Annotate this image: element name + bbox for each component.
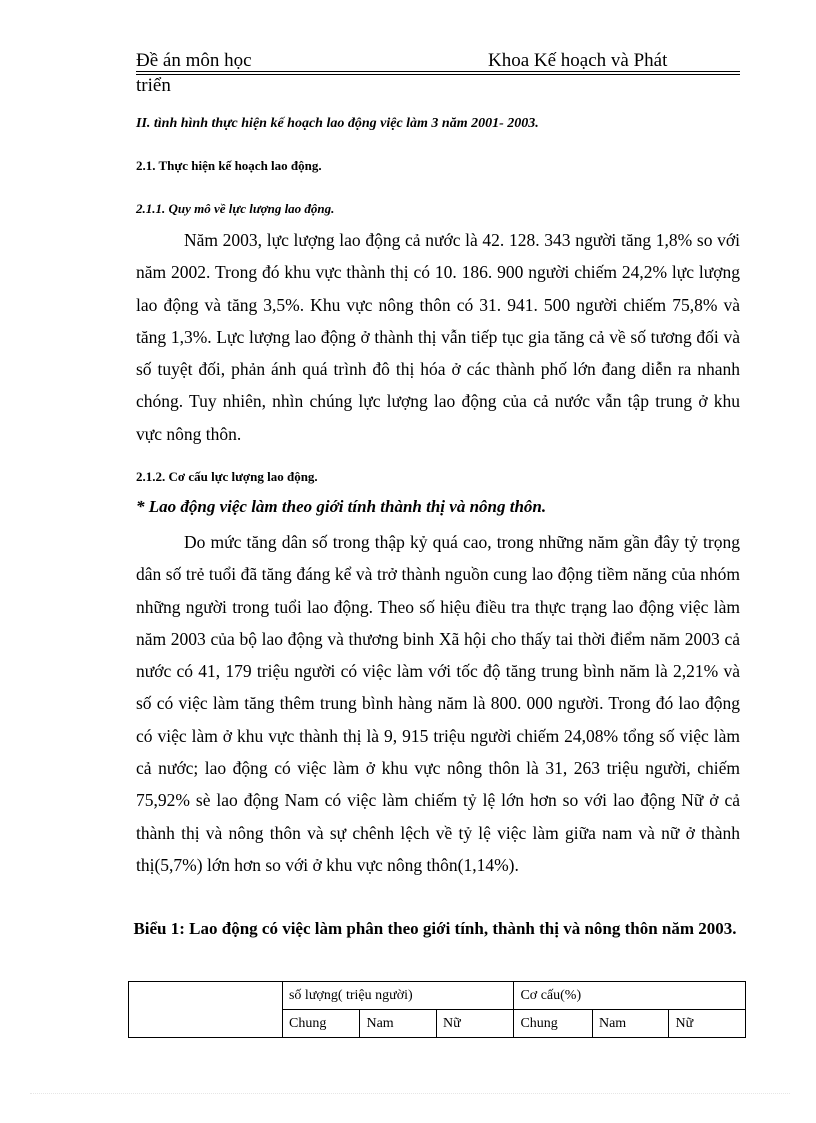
table-group-quantity: số lượng( triệu người): [282, 982, 513, 1010]
subsection-heading: 2.1. Thực hiện kế hoạch lao động.: [136, 158, 322, 173]
table-header-cell: Nam: [360, 1010, 436, 1038]
bullet-heading: * Lao động việc làm theo giới tính thành thị và nông thôn.: [136, 497, 547, 516]
table-header-cell: Nữ: [669, 1010, 746, 1038]
table-header-cell: Nam: [592, 1010, 668, 1038]
table-group-structure: Cơ cấu(%): [514, 982, 746, 1010]
table-corner-cell: [129, 982, 283, 1038]
paragraph-labor-force: Năm 2003, lực lượng lao động cả nước là 42. 128. 343 người tăng 1,8% so với năm 2002. Trong đó khu vực thành thị có 10. 186. 900 người chiếm 24,2% lực lượng lao động và tăng 3,5%. Khu vực nông thôn có 31. 941. 500 người chiếm 75,8% và tăng 1,3%. Lực lượng lao động ở thành thị vẫn tiếp tục gia tăng cả về số tương đối và số tuyệt đối, phản ánh quá trình đô thị hóa ở các thành phố lớn đang diễn ra nhanh chóng. Tuy nhiên, nhìn chúng lực lượng lao động của cả nước vẫn tập trung ở khu vực nông thôn.: [136, 230, 740, 444]
section-title: II. tình hình thực hiện kế hoạch lao động việc làm 3 năm 2001- 2003.: [136, 116, 539, 131]
header-continuation: triển: [136, 75, 171, 96]
table-header-cell: Nữ: [436, 1010, 514, 1038]
table-header-cell: Chung: [514, 1010, 593, 1038]
header-course: Đề án môn học: [136, 50, 252, 71]
page-header: [136, 50, 740, 72]
employment-table: [128, 981, 746, 1038]
table-header-cell: Chung: [282, 1010, 360, 1038]
subsection-heading-structure: 2.1.2. Cơ cấu lực lượng lao động.: [136, 469, 318, 484]
page-bottom-border: [30, 1093, 790, 1094]
table-header-row: [129, 982, 746, 1010]
header-rule: [136, 71, 740, 72]
header-rule-secondary: [136, 74, 740, 75]
table-caption: Biểu 1: Lao động có việc làm phân theo giới tính, thành thị và nông thôn năm 2003.: [133, 919, 737, 938]
subsection-heading-scale: 2.1.1. Quy mô về lực lượng lao động.: [136, 201, 335, 216]
paragraph-employment: Do mức tăng dân số trong thập kỷ quá cao, trong những năm gần đây tỷ trọng dân số trẻ tuổi đã tăng đáng kể và trở thành nguồn cung lao động tiềm năng của nhóm những người trong tuổi lao động. Theo số hiệu điều tra thực trạng lao động việc làm năm 2003 của bộ lao động và thương binh Xã hội cho thấy tai thời điểm năm 2003 cả nước có 41, 179 triệu người có việc làm với tốc độ tăng trung bình năm là 2,21% và số có việc làm tăng thêm trung bình hàng năm là 800. 000 người. Trong đó lao động có việc làm ở khu vực thành thị là 9, 915 triệu người chiếm 24,08% tổng số việc làm cả nước; lao động có việc làm ở khu vực nông thôn là 31, 263 triệu người, chiếm 75,92% sè lao động Nam có việc làm chiếm tỷ lệ lớn hơn so với lao động Nữ ở cả thành thị và nông thôn và sự chênh lệch về tỷ lệ việc làm giữa nam và nữ ở thành thị(5,7%) lớn hơn so với ở khu vực nông thôn(1,14%).: [136, 532, 740, 875]
header-faculty: Khoa Kế hoạch và Phát: [488, 50, 668, 71]
